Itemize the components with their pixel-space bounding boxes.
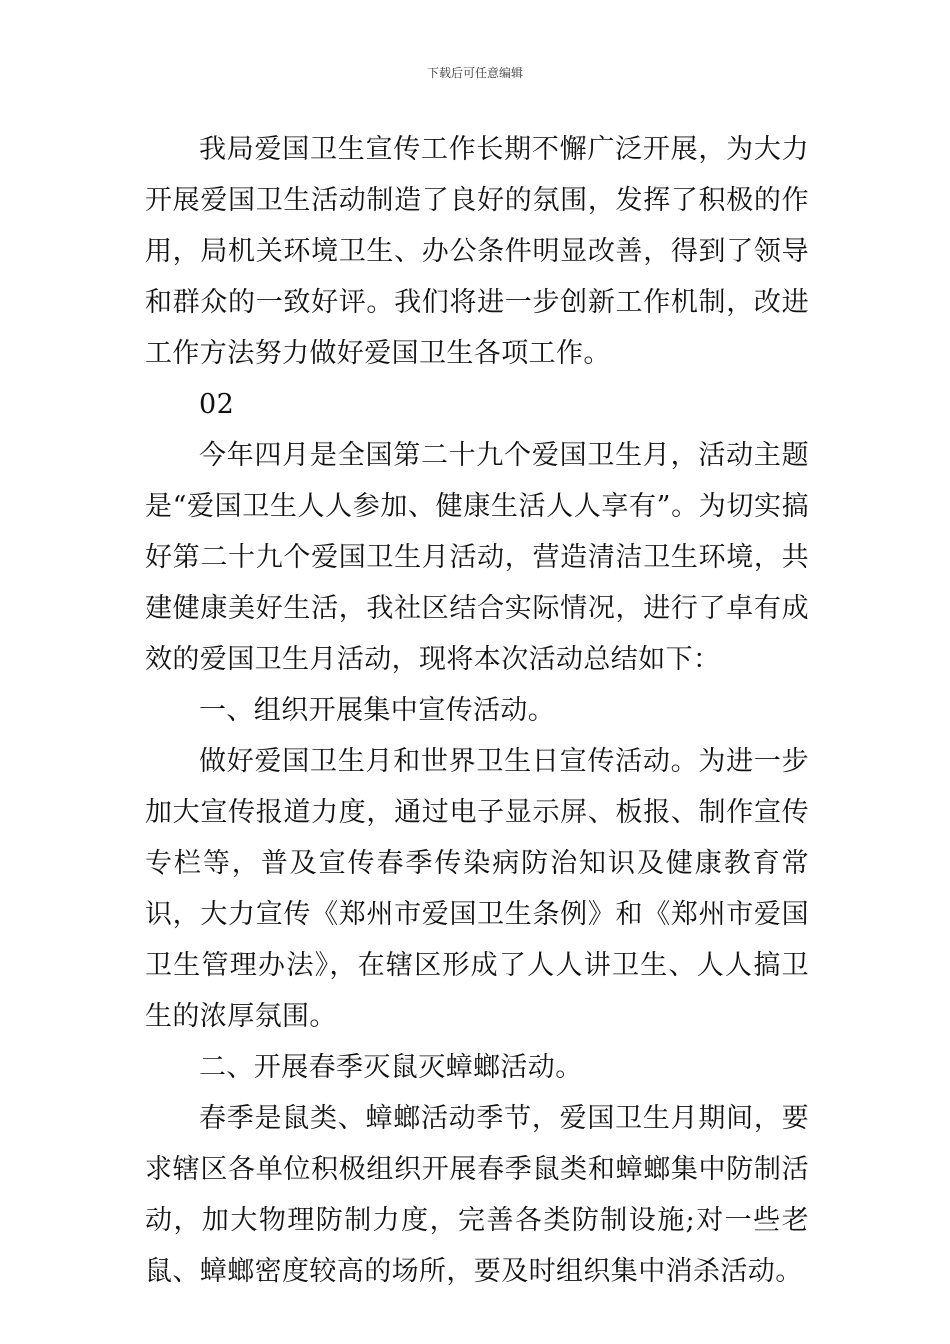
heading-section-two: 二、开展春季灭鼠灭蟑螂活动。 xyxy=(199,1052,583,1083)
paragraph-section-one: 做好爱国卫生月和世界卫生日宣传活动。为进一步加大宣传报道力度，通过电子显示屏、板报、制作宣传专栏等，普及宣传春季传染病防治知识及健康教育常识，大力宣传《郑州市爱国卫生条例》和《郑州市爱国卫生管理办法》，在辖区形成了人人讲卫生、人人搞卫生的浓厚氛围。 xyxy=(145,746,809,1032)
page-header: 下载后可任意编辑 xyxy=(426,66,523,80)
heading-section-one: 一、组织开展集中宣传活动。 xyxy=(199,695,556,726)
document-body xyxy=(145,124,809,1297)
section-number: 02 xyxy=(199,389,235,420)
paragraph-intro: 我局爱国卫生宣传工作长期不懈广泛开展，为大力开展爱国卫生活动制造了良好的氛围，发挥了积极的作用，局机关环境卫生、办公条件明显改善，得到了领导和群众的一致好评。我们将进一步创新工作机制，改进工作方法努力做好爱国卫生各项工作。 xyxy=(145,134,809,369)
paragraph-summary-intro: 今年四月是全国第二十九个爱国卫生月，活动主题是“爱国卫生人人参加、健康生活人人享有”。为切实搞好第二十九个爱国卫生月活动，营造清洁卫生环境，共建健康美好生活，我社区结合实际情况，进行了卓有成效的爱国卫生月活动，现将本次活动总结如下： xyxy=(145,440,809,675)
paragraph-section-two: 春季是鼠类、蟑螂活动季节，爱国卫生月期间，要求辖区各单位积极组织开展春季鼠类和蟑螂集中防制活动，加大物理防制力度，完善各类防制设施;对一些老鼠、蟑螂密度较高的场所，要及时组织集中消杀活动。 xyxy=(145,1103,809,1287)
